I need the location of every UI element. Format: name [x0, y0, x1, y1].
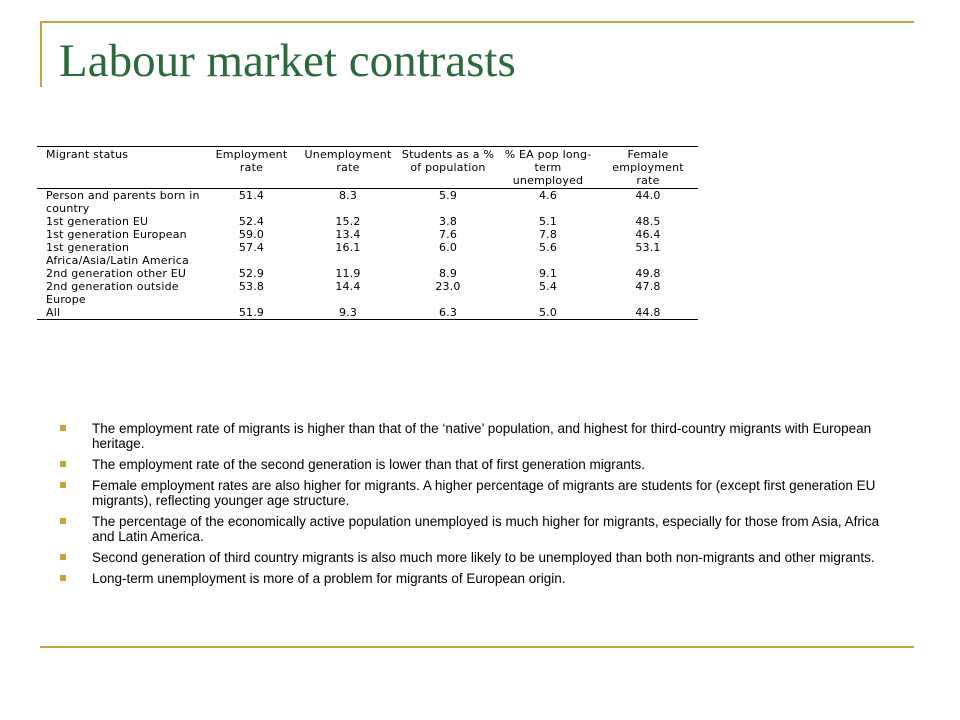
cell-value: 51.4: [238, 189, 265, 202]
cell-value: 15.2: [335, 215, 361, 228]
cell-value: 3.8: [438, 215, 458, 228]
cell-value: 53.8: [238, 280, 265, 293]
cell-value: 49.8: [635, 267, 661, 280]
labour-market-table: [37, 146, 698, 320]
list-item: [60, 421, 900, 451]
cell-value: 47.8: [635, 280, 661, 293]
row-label: 2nd generation outside Europe: [46, 280, 179, 306]
cell-value: 48.5: [635, 215, 661, 228]
bullet-text: The employment rate of the second generation is lower than that of first generation migrants.: [92, 457, 646, 472]
cell-value: 23.0: [435, 280, 461, 293]
cell-value: 4.6: [538, 189, 558, 202]
cell-value: 52.9: [238, 267, 265, 280]
cell-value: 5.0: [538, 306, 558, 319]
table-row: [37, 241, 698, 267]
table-row: [37, 267, 698, 280]
table-row: [37, 228, 698, 241]
frame-top-rule: [40, 21, 914, 23]
table-header-row: [37, 147, 698, 189]
cell-value: 57.4: [238, 241, 265, 254]
list-item: [60, 571, 900, 586]
square-bullet-icon: [60, 461, 66, 467]
table-row: [37, 189, 698, 216]
data-table-container: [37, 146, 698, 320]
table-row: [37, 280, 698, 306]
cell-value: 53.1: [635, 241, 661, 254]
square-bullet-icon: [60, 482, 66, 488]
cell-value: 16.1: [335, 241, 361, 254]
slide-title: Labour market contrasts: [59, 35, 516, 87]
cell-value: 44.8: [635, 306, 661, 319]
list-item: [60, 457, 900, 472]
cell-value: 5.6: [538, 241, 558, 254]
cell-value: 9.3: [338, 306, 358, 319]
square-bullet-icon: [60, 575, 66, 581]
row-label: Person and parents born in country: [46, 189, 200, 215]
cell-value: 7.6: [438, 228, 458, 241]
column-header: Female employment rate: [612, 148, 684, 187]
row-label: 1st generation Africa/Asia/Latin America: [46, 241, 189, 267]
cell-value: 46.4: [635, 228, 661, 241]
cell-value: 52.4: [238, 215, 265, 228]
column-header: Students as a % of population: [401, 148, 495, 174]
list-item: [60, 550, 900, 565]
square-bullet-icon: [60, 554, 66, 560]
column-header: Employment rate: [215, 148, 288, 174]
bullet-text: Second generation of third country migrants is also much more likely to be unemployed than both non-migrants and other migrants.: [92, 550, 875, 565]
square-bullet-icon: [60, 518, 66, 524]
column-header: Unemployment rate: [304, 148, 392, 174]
cell-value: 51.9: [238, 306, 265, 319]
cell-value: 5.1: [538, 215, 558, 228]
column-header: % EA pop long-term unemployed: [504, 148, 592, 187]
cell-value: 5.9: [438, 189, 458, 202]
row-label: 2nd generation other EU: [46, 267, 187, 280]
list-item: [60, 514, 900, 544]
cell-value: 6.3: [438, 306, 458, 319]
cell-value: 9.1: [538, 267, 558, 280]
cell-value: 6.0: [438, 241, 458, 254]
row-label: 1st generation EU: [46, 215, 149, 228]
table-row: [37, 215, 698, 228]
cell-value: 7.8: [538, 228, 558, 241]
frame-left-rule: [40, 21, 42, 87]
cell-value: 14.4: [335, 280, 361, 293]
cell-value: 44.0: [635, 189, 661, 202]
cell-value: 8.9: [438, 267, 458, 280]
cell-value: 5.4: [538, 280, 558, 293]
row-label: 1st generation European: [46, 228, 187, 241]
bullet-text: Female employment rates are also higher for migrants. A higher percentage of migrants are students for (except first generation EU migrants), reflecting younger age structure.: [92, 478, 876, 508]
row-label: All: [46, 306, 61, 319]
cell-value: 11.9: [335, 267, 361, 280]
list-item: [60, 478, 900, 508]
bullet-text: The percentage of the economically active population unemployed is much higher for migrants, especially for those from Asia, Africa and Latin America.: [92, 514, 880, 544]
bullet-text: Long-term unemployment is more of a problem for migrants of European origin.: [92, 571, 566, 586]
frame-bottom-rule: [40, 646, 914, 648]
column-header: Migrant status: [46, 148, 129, 161]
square-bullet-icon: [60, 425, 66, 431]
cell-value: 59.0: [238, 228, 265, 241]
bullet-list: [60, 421, 900, 592]
cell-value: 8.3: [338, 189, 358, 202]
bullet-text: The employment rate of migrants is higher than that of the ‘native’ population, and highest for third-country migrants with European heritage.: [92, 421, 872, 451]
cell-value: 13.4: [335, 228, 361, 241]
table-row: [37, 306, 698, 320]
